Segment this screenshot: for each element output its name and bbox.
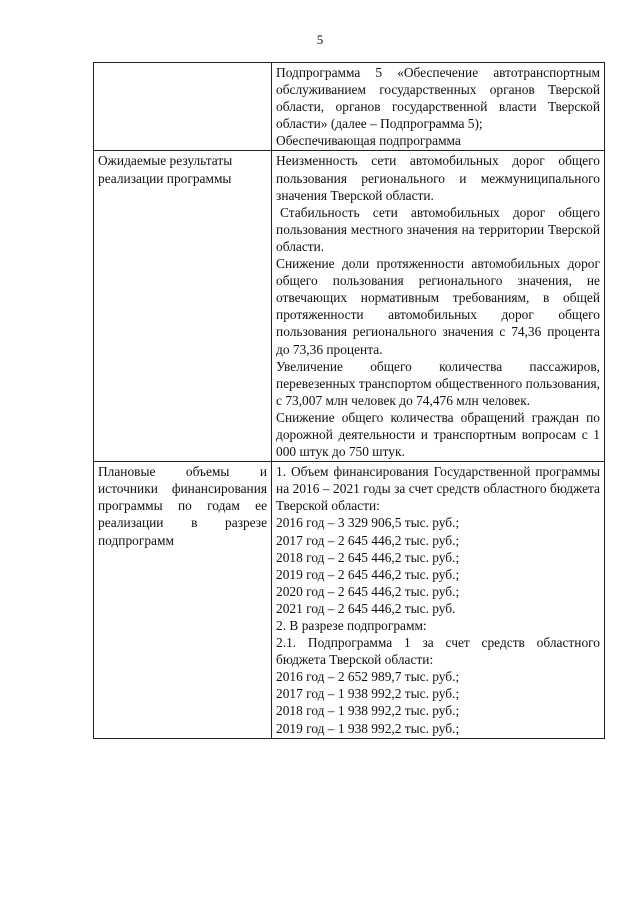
row-label: Ожидаемые результаты реализации программы: [94, 151, 272, 462]
passport-table: [93, 62, 605, 739]
paragraph: 1. Объем финансирования Государственной программы на 2016 – 2021 годы за счет средств областного бюджета Тверской области:: [276, 464, 600, 514]
paragraph: Снижение общего количества обращений граждан по дорожной деятельности и транспортным вопросам с 1 000 штук до 750 штук.: [276, 409, 600, 460]
paragraph: Подпрограмма 5 «Обеспечение автотранспортным обслуживанием государственных органов Тверской области, органов государственной власти Тверской области» (далее – Подпрограмма 5);: [276, 65, 600, 132]
row-content: [272, 462, 605, 739]
row-content: [272, 63, 605, 151]
paragraph: 2017 год – 1 938 992,2 тыс. руб.;: [276, 686, 460, 702]
paragraph: Увеличение общего количества пассажиров, перевезенных транспортом общественного пользования, с 73,007 млн человек до 74,476 млн человек.: [276, 358, 600, 408]
table-row: [94, 462, 605, 739]
row-label: Плановые объемы и источники финансирования программы по годам ее реализации в разрезе подпрограмм: [94, 462, 272, 739]
paragraph: 2017 год – 2 645 446,2 тыс. руб.;: [276, 532, 460, 548]
paragraph: 2. В разрезе подпрограмм:: [276, 618, 427, 633]
paragraph: 2018 год – 2 645 446,2 тыс. руб.;: [276, 549, 460, 565]
row-label: [94, 63, 272, 151]
paragraph: Стабильность сети автомобильных дорог общего пользования местного значения на территории Тверской области.: [276, 204, 600, 254]
paragraph: 2019 год – 2 645 446,2 тыс. руб.;: [276, 566, 460, 582]
paragraph: 2018 год – 1 938 992,2 тыс. руб.;: [276, 703, 460, 719]
table-row: [94, 151, 605, 462]
paragraph: Снижение доли протяженности автомобильных дорог общего пользования регионального значения, не отвечающих нормативным требованиям, в общей протяженности автомобильных дорог общего пользования регионального значения с 74,36 процента до 73,36 процента.: [276, 256, 600, 357]
row-content: [272, 151, 605, 462]
paragraph: 2021 год – 2 645 446,2 тыс. руб.: [276, 600, 456, 616]
paragraph: 2.1. Подпрограмма 1 за счет средств областного бюджета Тверской области:: [276, 635, 600, 668]
paragraph: 2020 год – 2 645 446,2 тыс. руб.;: [276, 583, 460, 599]
paragraph: Обеспечивающая подпрограмма: [276, 133, 461, 149]
paragraph: 2016 год – 2 652 989,7 тыс. руб.;: [276, 669, 460, 685]
paragraph: Неизменность сети автомобильных дорог общего пользования регионального и межмуниципального значения Тверской области.: [276, 153, 600, 203]
paragraph: 2019 год – 1 938 992,2 тыс. руб.;: [276, 720, 460, 736]
table-row: [94, 63, 605, 151]
paragraph: 2016 год – 3 329 906,5 тыс. руб.;: [276, 515, 460, 531]
page-number: 5: [316, 32, 324, 47]
